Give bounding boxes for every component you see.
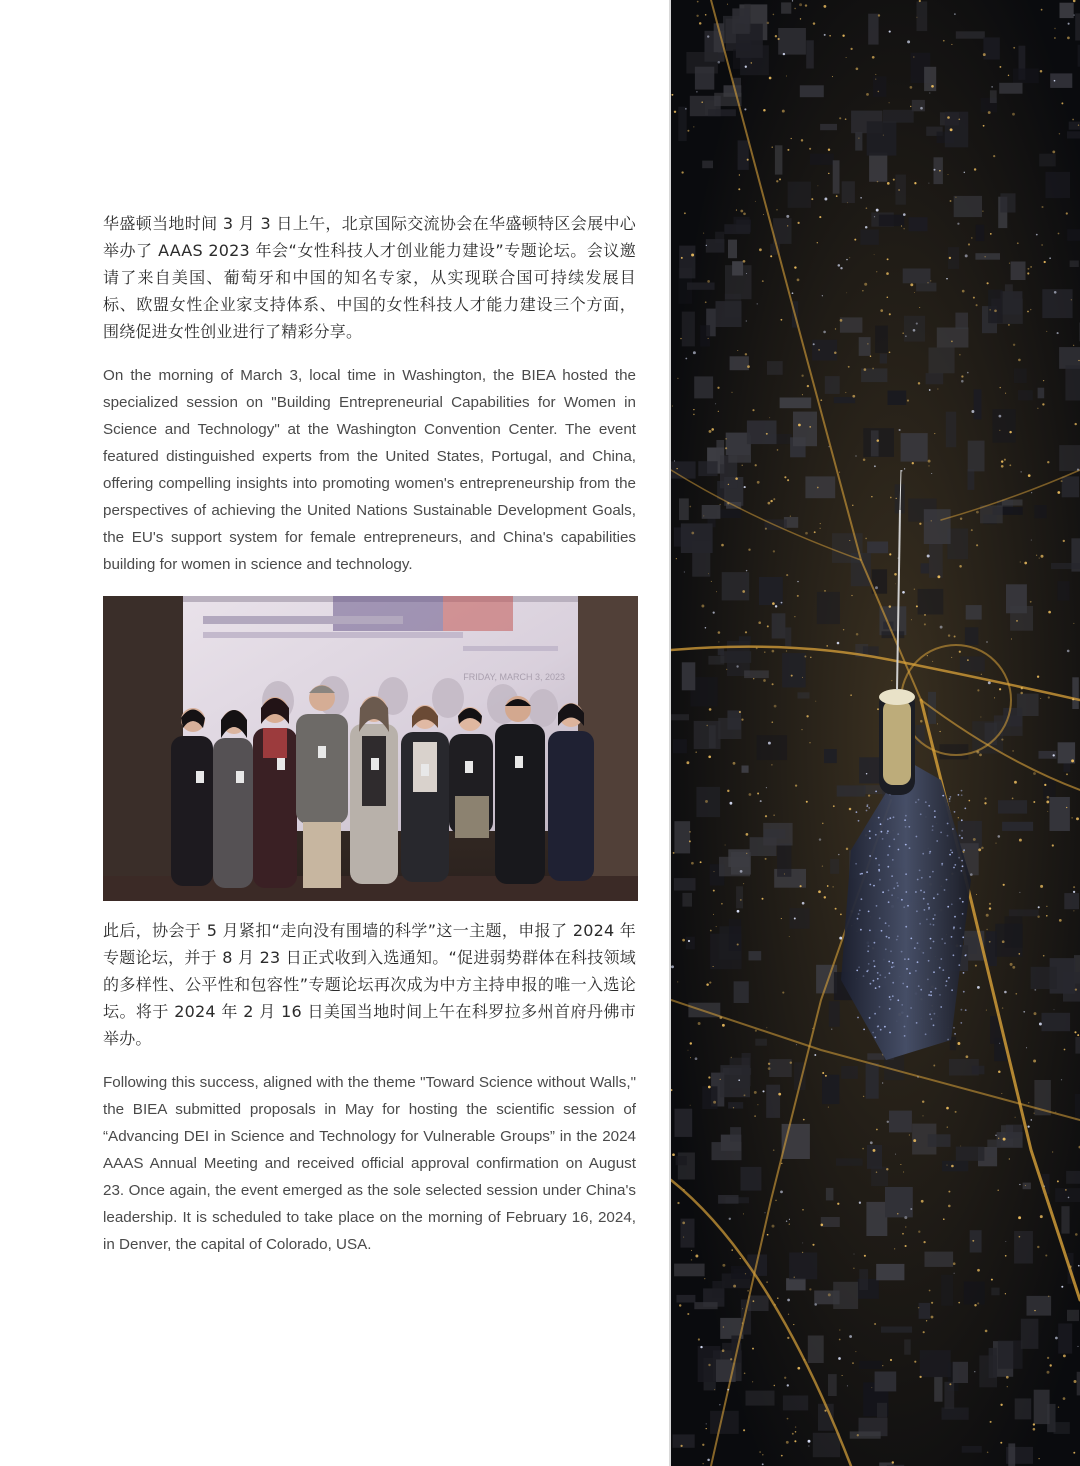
chinese-paragraph-1: 华盛顿当地时间 3 月 3 日上午，北京国际交流协会在华盛顿特区会展中心举办了 AAAS 2023 年会“女性科技人才创业能力建设”专题论坛。会议邀请了来自美国、葡萄牙和中国的知名专家，从实现联合国可持续发展目标、欧盟女性企业家支持体系、中国的女性科技人才能力建设三个方面，围绕促进女性创业进行了精彩分享。 (103, 214, 636, 341)
english-paragraph-2: Following this success, aligned with the theme "Toward Science without Walls," the BIEA submitted proposals in May for hosting the scientific session of “Advancing DEI in Science and Technology for Vulnerable Groups” in the 2024 AAAS Annual Meeting and received official approval confirmation on August 23. Once again, the event emerged as the sole selected session under China's leadership. It is scheduled to take place on the morning of February 16, 2024, in Denver, the capital of Colorado, USA. (103, 1074, 636, 1253)
english-paragraph-1: On the morning of March 3, local time in Washington, the BIEA hosted the specialized session on "Building Entrepreneurial Capabilities for Women in Science and Technology" at the Washington Convention Center. The event featured distinguished experts from the United States, Portugal, and China, offering compelling insights into promoting women's entrepreneurship from the perspectives of achieving the United Nations Sustainable Development Goals, the EU's support system for female entrepreneurs, and China's capabilities building for women in science and technology. (103, 367, 636, 573)
city-night-aerial-photo (671, 0, 1080, 1466)
chinese-paragraph-2: 此后，协会于 5 月紧扣“走向没有围墙的科学”这一主题，申报了 2024 年专题论坛，并于 8 月 23 日正式收到入选通知。“促进弱势群体在科技领域的多样性、公平性和包容性”专题论坛再次成为中方主持申报的唯一入选论坛。将于 2024 年 2 月 16 日美国当地时间上午在科罗拉多州首府丹佛市举办。 (103, 921, 636, 1048)
screen-date-text: FRIDAY, MARCH 3, 2023 (463, 672, 565, 682)
article-body (103, 210, 636, 1276)
group-photo (103, 596, 638, 901)
